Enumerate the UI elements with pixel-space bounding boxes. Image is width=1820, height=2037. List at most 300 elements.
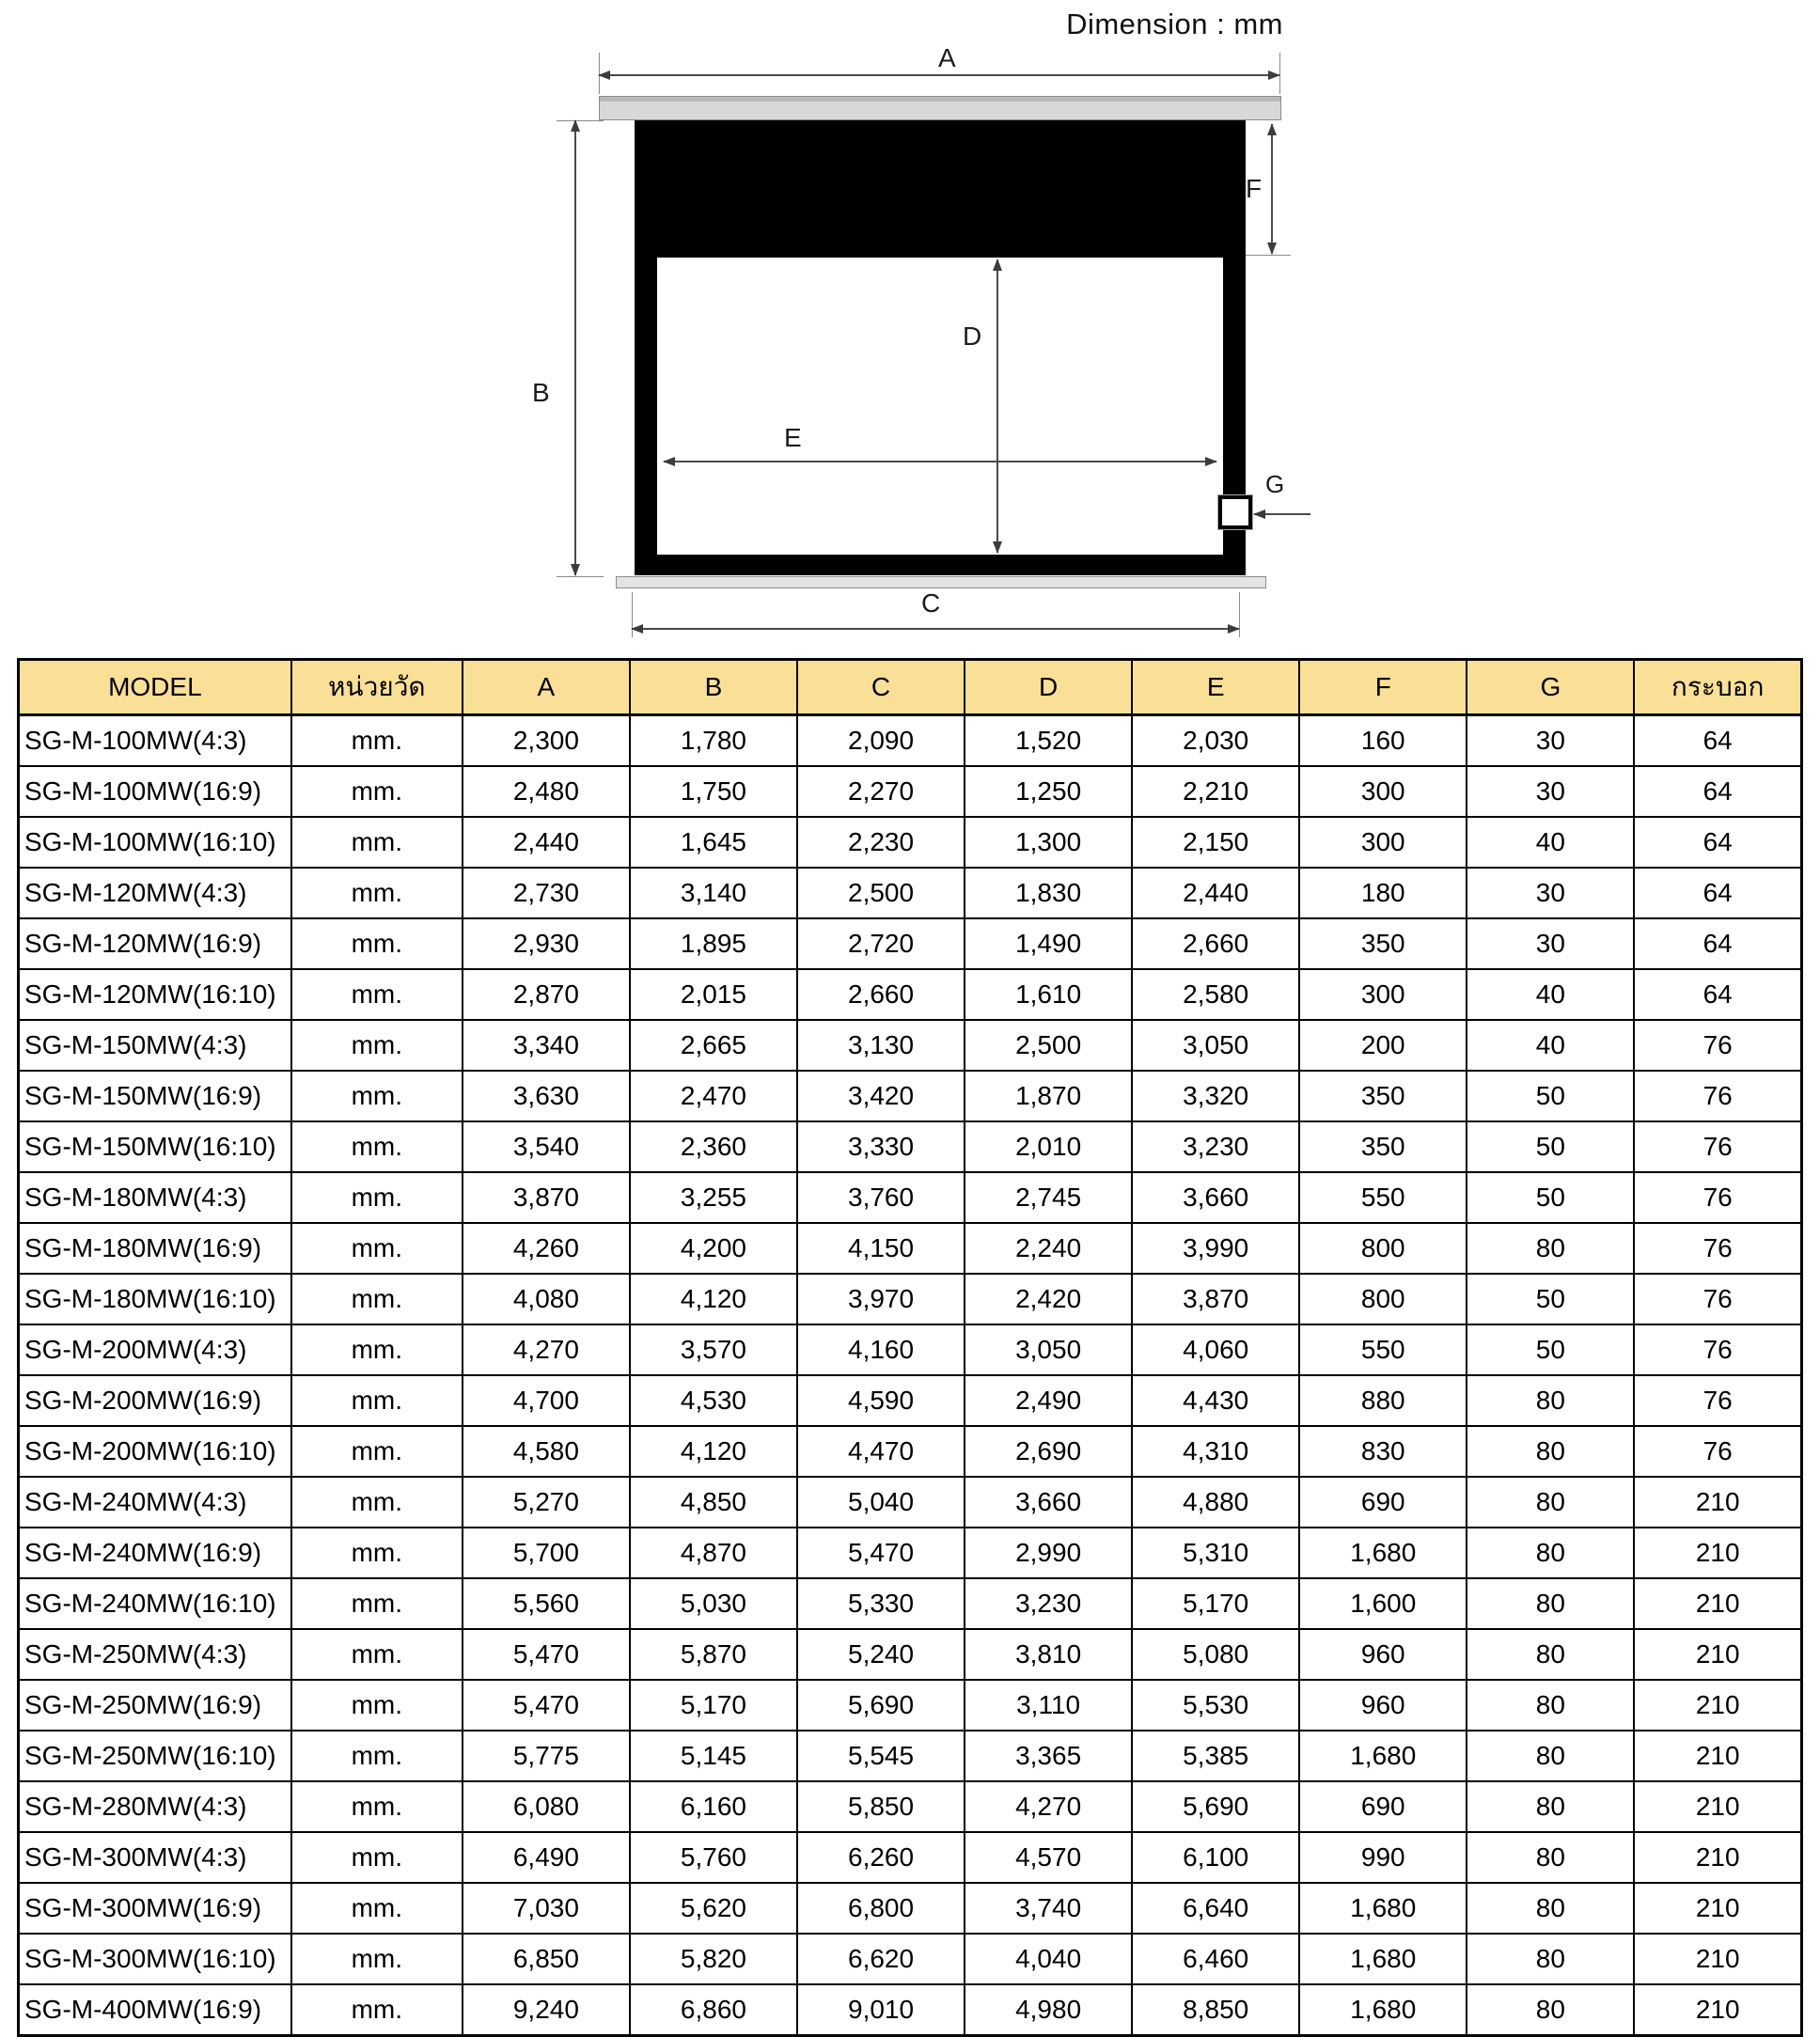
table-row [19,969,1802,1020]
model-cell: SG-M-250MW(4:3) [19,1629,291,1680]
value-cell: 5,560 [463,1578,630,1629]
value-cell: 50 [1467,1324,1634,1375]
value-cell: 64 [1634,817,1801,868]
value-cell: 6,080 [463,1781,630,1832]
value-cell: mm. [291,1984,463,2036]
value-cell: 300 [1299,817,1467,868]
value-cell: 1,680 [1299,1984,1467,2036]
model-cell: SG-M-250MW(16:10) [19,1731,291,1781]
dim-line-f [1271,124,1273,254]
value-cell: mm. [291,1832,463,1883]
value-cell: 4,080 [463,1274,630,1324]
value-cell: 2,030 [1132,715,1299,767]
model-cell: SG-M-240MW(16:9) [19,1528,291,1578]
value-cell: 4,120 [630,1274,797,1324]
value-cell: 2,665 [630,1020,797,1071]
value-cell: 7,030 [463,1883,630,1934]
value-cell: 3,420 [797,1071,965,1121]
model-cell: SG-M-100MW(4:3) [19,715,291,767]
value-cell: 80 [1467,1528,1634,1578]
model-cell: SG-M-180MW(4:3) [19,1172,291,1223]
value-cell: 2,500 [965,1020,1132,1071]
model-cell: SG-M-120MW(16:10) [19,969,291,1020]
value-cell: 3,140 [630,868,797,918]
value-cell: 5,700 [463,1528,630,1578]
value-cell: 2,480 [463,766,630,817]
value-cell: 4,590 [797,1375,965,1426]
value-cell: 3,365 [965,1731,1132,1781]
value-cell: 76 [1634,1274,1801,1324]
value-cell: 4,530 [630,1375,797,1426]
value-cell: 80 [1467,1883,1634,1934]
value-cell: 2,745 [965,1172,1132,1223]
value-cell: 2,490 [965,1375,1132,1426]
value-cell: 80 [1467,1375,1634,1426]
value-cell: 64 [1634,868,1801,918]
value-cell: mm. [291,1781,463,1832]
value-cell: 50 [1467,1121,1634,1172]
table-header-row [19,660,1802,715]
value-cell: 3,050 [965,1324,1132,1375]
table-row [19,1731,1802,1781]
value-cell: 1,895 [630,918,797,969]
value-cell: 960 [1299,1680,1467,1731]
value-cell: 350 [1299,918,1467,969]
column-header-E: E [1132,660,1299,715]
value-cell: 3,255 [630,1172,797,1223]
model-cell: SG-M-200MW(16:9) [19,1375,291,1426]
value-cell: 830 [1299,1426,1467,1477]
value-cell: 40 [1467,969,1634,1020]
value-cell: mm. [291,715,463,767]
value-cell: 1,300 [965,817,1132,868]
value-cell: 5,330 [797,1578,965,1629]
value-cell: 5,545 [797,1731,965,1781]
value-cell: 350 [1299,1071,1467,1121]
value-cell: 2,730 [463,868,630,918]
value-cell: 3,660 [1132,1172,1299,1223]
value-cell: 180 [1299,868,1467,918]
value-cell: 5,620 [630,1883,797,1934]
value-cell: 2,360 [630,1121,797,1172]
value-cell: 5,850 [797,1781,965,1832]
value-cell: 3,870 [1132,1274,1299,1324]
value-cell: 6,100 [1132,1832,1299,1883]
value-cell: 4,150 [797,1223,965,1274]
value-cell: 3,330 [797,1121,965,1172]
table-row [19,1121,1802,1172]
value-cell: 3,970 [797,1274,965,1324]
model-cell: SG-M-200MW(16:10) [19,1426,291,1477]
value-cell: 30 [1467,868,1634,918]
table-row [19,1578,1802,1629]
value-cell: 210 [1634,1528,1801,1578]
model-cell: SG-M-100MW(16:9) [19,766,291,817]
value-cell: 2,270 [797,766,965,817]
value-cell: 50 [1467,1274,1634,1324]
value-cell: 3,990 [1132,1223,1299,1274]
value-cell: 5,040 [797,1477,965,1528]
table-row [19,1781,1802,1832]
value-cell: 160 [1299,715,1467,767]
model-cell: SG-M-250MW(16:9) [19,1680,291,1731]
value-cell: 3,230 [965,1578,1132,1629]
model-cell: SG-M-400MW(16:9) [19,1984,291,2036]
table-row [19,715,1802,767]
value-cell: 5,385 [1132,1731,1299,1781]
value-cell: 76 [1634,1324,1801,1375]
column-header-model: MODEL [19,660,291,715]
value-cell: 9,240 [463,1984,630,2036]
value-cell: 210 [1634,1680,1801,1731]
value-cell: 2,660 [1132,918,1299,969]
value-cell: 3,570 [630,1324,797,1375]
value-cell: 4,880 [1132,1477,1299,1528]
value-cell: 6,800 [797,1883,965,1934]
value-cell: 990 [1299,1832,1467,1883]
value-cell: 690 [1299,1477,1467,1528]
value-cell: mm. [291,1172,463,1223]
value-cell: 3,110 [965,1680,1132,1731]
value-cell: 1,490 [965,918,1132,969]
value-cell: 5,270 [463,1477,630,1528]
value-cell: 76 [1634,1071,1801,1121]
value-cell: 4,470 [797,1426,965,1477]
dim-line-e [664,461,1216,462]
value-cell: 2,870 [463,969,630,1020]
table-row [19,1934,1802,1984]
value-cell: 64 [1634,969,1801,1020]
value-cell: 3,740 [965,1883,1132,1934]
value-cell: 210 [1634,1781,1801,1832]
extension-line [557,576,604,577]
value-cell: mm. [291,868,463,918]
value-cell: 550 [1299,1172,1467,1223]
value-cell: mm. [291,1477,463,1528]
table-row [19,1629,1802,1680]
screen-case-bar [599,96,1281,120]
value-cell: 4,870 [630,1528,797,1578]
model-cell: SG-M-120MW(16:9) [19,918,291,969]
value-cell: 3,340 [463,1020,630,1071]
value-cell: 64 [1634,918,1801,969]
value-cell: 300 [1299,969,1467,1020]
value-cell: 50 [1467,1172,1634,1223]
value-cell: 800 [1299,1274,1467,1324]
value-cell: mm. [291,1223,463,1274]
value-cell: 30 [1467,918,1634,969]
value-cell: 3,810 [965,1629,1132,1680]
value-cell: 4,580 [463,1426,630,1477]
value-cell: 200 [1299,1020,1467,1071]
value-cell: 5,240 [797,1629,965,1680]
table-row [19,1477,1802,1528]
value-cell: 3,050 [1132,1020,1299,1071]
table-row [19,1832,1802,1883]
value-cell: mm. [291,1020,463,1071]
value-cell: mm. [291,1883,463,1934]
table-row [19,1274,1802,1324]
value-cell: 76 [1634,1223,1801,1274]
value-cell: 2,015 [630,969,797,1020]
value-cell: 210 [1634,1832,1801,1883]
value-cell: 80 [1467,1984,1634,2036]
value-cell: 5,530 [1132,1680,1299,1731]
dim-line-b [574,120,576,575]
value-cell: mm. [291,1071,463,1121]
value-cell: 2,150 [1132,817,1299,868]
value-cell: 4,040 [965,1934,1132,1984]
value-cell: 5,030 [630,1578,797,1629]
dim-line-g [1254,513,1310,515]
table-row [19,766,1802,817]
value-cell: 210 [1634,1934,1801,1984]
value-cell: 3,630 [463,1071,630,1121]
value-cell: 76 [1634,1426,1801,1477]
value-cell: 2,660 [797,969,965,1020]
value-cell: 1,250 [965,766,1132,817]
value-cell: 3,540 [463,1121,630,1172]
value-cell: 5,310 [1132,1528,1299,1578]
value-cell: 4,270 [463,1324,630,1375]
value-cell: 1,680 [1299,1883,1467,1934]
value-cell: 4,200 [630,1223,797,1274]
value-cell: 350 [1299,1121,1467,1172]
column-header-C: C [797,660,965,715]
value-cell: 8,850 [1132,1984,1299,2036]
value-cell: 4,310 [1132,1426,1299,1477]
table-row [19,1680,1802,1731]
extension-line [1246,255,1291,256]
value-cell: 1,645 [630,817,797,868]
model-cell: SG-M-300MW(16:9) [19,1883,291,1934]
column-header-F: F [1299,660,1467,715]
extension-line [557,120,604,121]
column-header-unit: หน่วยวัด [291,660,463,715]
dimension-unit-note: Dimension : mm [1066,8,1283,40]
value-cell: 76 [1634,1121,1801,1172]
value-cell: 80 [1467,1731,1634,1781]
value-cell: 5,760 [630,1832,797,1883]
table-row [19,1528,1802,1578]
model-cell: SG-M-180MW(16:9) [19,1223,291,1274]
value-cell: 3,870 [463,1172,630,1223]
value-cell: 5,690 [797,1680,965,1731]
value-cell: 3,130 [797,1020,965,1071]
value-cell: 1,780 [630,715,797,767]
value-cell: mm. [291,1629,463,1680]
value-cell: 80 [1467,1426,1634,1477]
spec-table [17,658,1803,2037]
value-cell: mm. [291,1426,463,1477]
value-cell: 80 [1467,1223,1634,1274]
value-cell: 2,440 [463,817,630,868]
screen-slat-detail [1218,495,1252,529]
table-body [19,715,1802,2036]
value-cell: 80 [1467,1680,1634,1731]
value-cell: 2,230 [797,817,965,868]
value-cell: mm. [291,766,463,817]
value-cell: 4,260 [463,1223,630,1274]
value-cell: 76 [1634,1375,1801,1426]
value-cell: 5,870 [630,1629,797,1680]
screen-viewing-area [657,258,1223,555]
screen-dimension-diagram [0,0,1820,653]
value-cell: 4,700 [463,1375,630,1426]
value-cell: 2,690 [965,1426,1132,1477]
table-row [19,1324,1802,1375]
value-cell: 6,850 [463,1934,630,1984]
value-cell: 2,930 [463,918,630,969]
value-cell: 30 [1467,715,1634,767]
value-cell: 3,230 [1132,1121,1299,1172]
value-cell: 210 [1634,1477,1801,1528]
value-cell: 80 [1467,1781,1634,1832]
value-cell: 960 [1299,1629,1467,1680]
table-row [19,1426,1802,1477]
value-cell: 80 [1467,1832,1634,1883]
value-cell: 210 [1634,1629,1801,1680]
value-cell: 6,160 [630,1781,797,1832]
model-cell: SG-M-150MW(4:3) [19,1020,291,1071]
table-row [19,868,1802,918]
value-cell: mm. [291,1274,463,1324]
value-cell: 1,680 [1299,1528,1467,1578]
value-cell: mm. [291,969,463,1020]
dim-line-c [632,628,1239,630]
value-cell: 80 [1467,1934,1634,1984]
value-cell: 2,010 [965,1121,1132,1172]
value-cell: 80 [1467,1477,1634,1528]
value-cell: 210 [1634,1984,1801,2036]
column-header-กระบอก: กระบอก [1634,660,1801,715]
value-cell: 2,420 [965,1274,1132,1324]
value-cell: mm. [291,1528,463,1578]
table-row [19,1375,1802,1426]
column-header-D: D [965,660,1132,715]
value-cell: 4,120 [630,1426,797,1477]
value-cell: 4,430 [1132,1375,1299,1426]
value-cell: mm. [291,918,463,969]
value-cell: 1,830 [965,868,1132,918]
dim-label-f: F [1246,174,1263,203]
value-cell: 6,460 [1132,1934,1299,1984]
table-row [19,817,1802,868]
dim-label-a: A [938,43,956,72]
value-cell: 2,090 [797,715,965,767]
value-cell: 1,600 [1299,1578,1467,1629]
dim-label-d: D [963,321,982,351]
model-cell: SG-M-240MW(4:3) [19,1477,291,1528]
column-header-B: B [630,660,797,715]
table-row [19,918,1802,969]
dim-label-b: B [532,378,550,407]
value-cell: 2,720 [797,918,965,969]
screen-bottom-bar [616,576,1266,588]
model-cell: SG-M-200MW(4:3) [19,1324,291,1375]
value-cell: 50 [1467,1071,1634,1121]
value-cell: 1,870 [965,1071,1132,1121]
value-cell: mm. [291,1578,463,1629]
value-cell: 9,010 [797,1984,965,2036]
value-cell: 690 [1299,1781,1467,1832]
table-row [19,1984,1802,2036]
model-cell: SG-M-300MW(4:3) [19,1832,291,1883]
value-cell: 2,470 [630,1071,797,1121]
value-cell: 64 [1634,766,1801,817]
dim-line-a [599,74,1279,76]
value-cell: 210 [1634,1731,1801,1781]
value-cell: 5,690 [1132,1781,1299,1832]
table-row [19,1883,1802,1934]
value-cell: 64 [1634,715,1801,767]
value-cell: 4,060 [1132,1324,1299,1375]
value-cell: 40 [1467,817,1634,868]
value-cell: 76 [1634,1020,1801,1071]
value-cell: 80 [1467,1629,1634,1680]
value-cell: 40 [1467,1020,1634,1071]
column-header-G: G [1467,660,1634,715]
value-cell: mm. [291,1324,463,1375]
value-cell: 800 [1299,1223,1467,1274]
value-cell: 2,990 [965,1528,1132,1578]
value-cell: 6,490 [463,1832,630,1883]
value-cell: 2,440 [1132,868,1299,918]
value-cell: mm. [291,1731,463,1781]
value-cell: mm. [291,817,463,868]
value-cell: 4,850 [630,1477,797,1528]
value-cell: mm. [291,1934,463,1984]
model-cell: SG-M-150MW(16:9) [19,1071,291,1121]
value-cell: 5,470 [463,1629,630,1680]
value-cell: 2,300 [463,715,630,767]
value-cell: 3,320 [1132,1071,1299,1121]
value-cell: 300 [1299,766,1467,817]
value-cell: 2,210 [1132,766,1299,817]
column-header-A: A [463,660,630,715]
dim-label-c: C [921,588,941,618]
dim-label-e: E [784,423,802,452]
value-cell: 5,170 [630,1680,797,1731]
value-cell: 210 [1634,1883,1801,1934]
value-cell: 2,240 [965,1223,1132,1274]
value-cell: 1,680 [1299,1731,1467,1781]
value-cell: 1,610 [965,969,1132,1020]
table-row [19,1223,1802,1274]
value-cell: 210 [1634,1578,1801,1629]
model-cell: SG-M-240MW(16:10) [19,1578,291,1629]
value-cell: 5,775 [463,1731,630,1781]
model-cell: SG-M-120MW(4:3) [19,868,291,918]
value-cell: 2,580 [1132,969,1299,1020]
value-cell: 5,470 [463,1680,630,1731]
table-row [19,1071,1802,1121]
value-cell: 1,520 [965,715,1132,767]
value-cell: 5,170 [1132,1578,1299,1629]
value-cell: 6,640 [1132,1883,1299,1934]
dim-label-g: G [1265,470,1285,498]
value-cell: mm. [291,1680,463,1731]
value-cell: 6,620 [797,1934,965,1984]
table-row [19,1020,1802,1071]
value-cell: 4,980 [965,1984,1132,2036]
value-cell: mm. [291,1121,463,1172]
value-cell: 5,820 [630,1934,797,1984]
value-cell: 76 [1634,1172,1801,1223]
value-cell: 80 [1467,1578,1634,1629]
value-cell: 5,080 [1132,1629,1299,1680]
model-cell: SG-M-280MW(4:3) [19,1781,291,1832]
